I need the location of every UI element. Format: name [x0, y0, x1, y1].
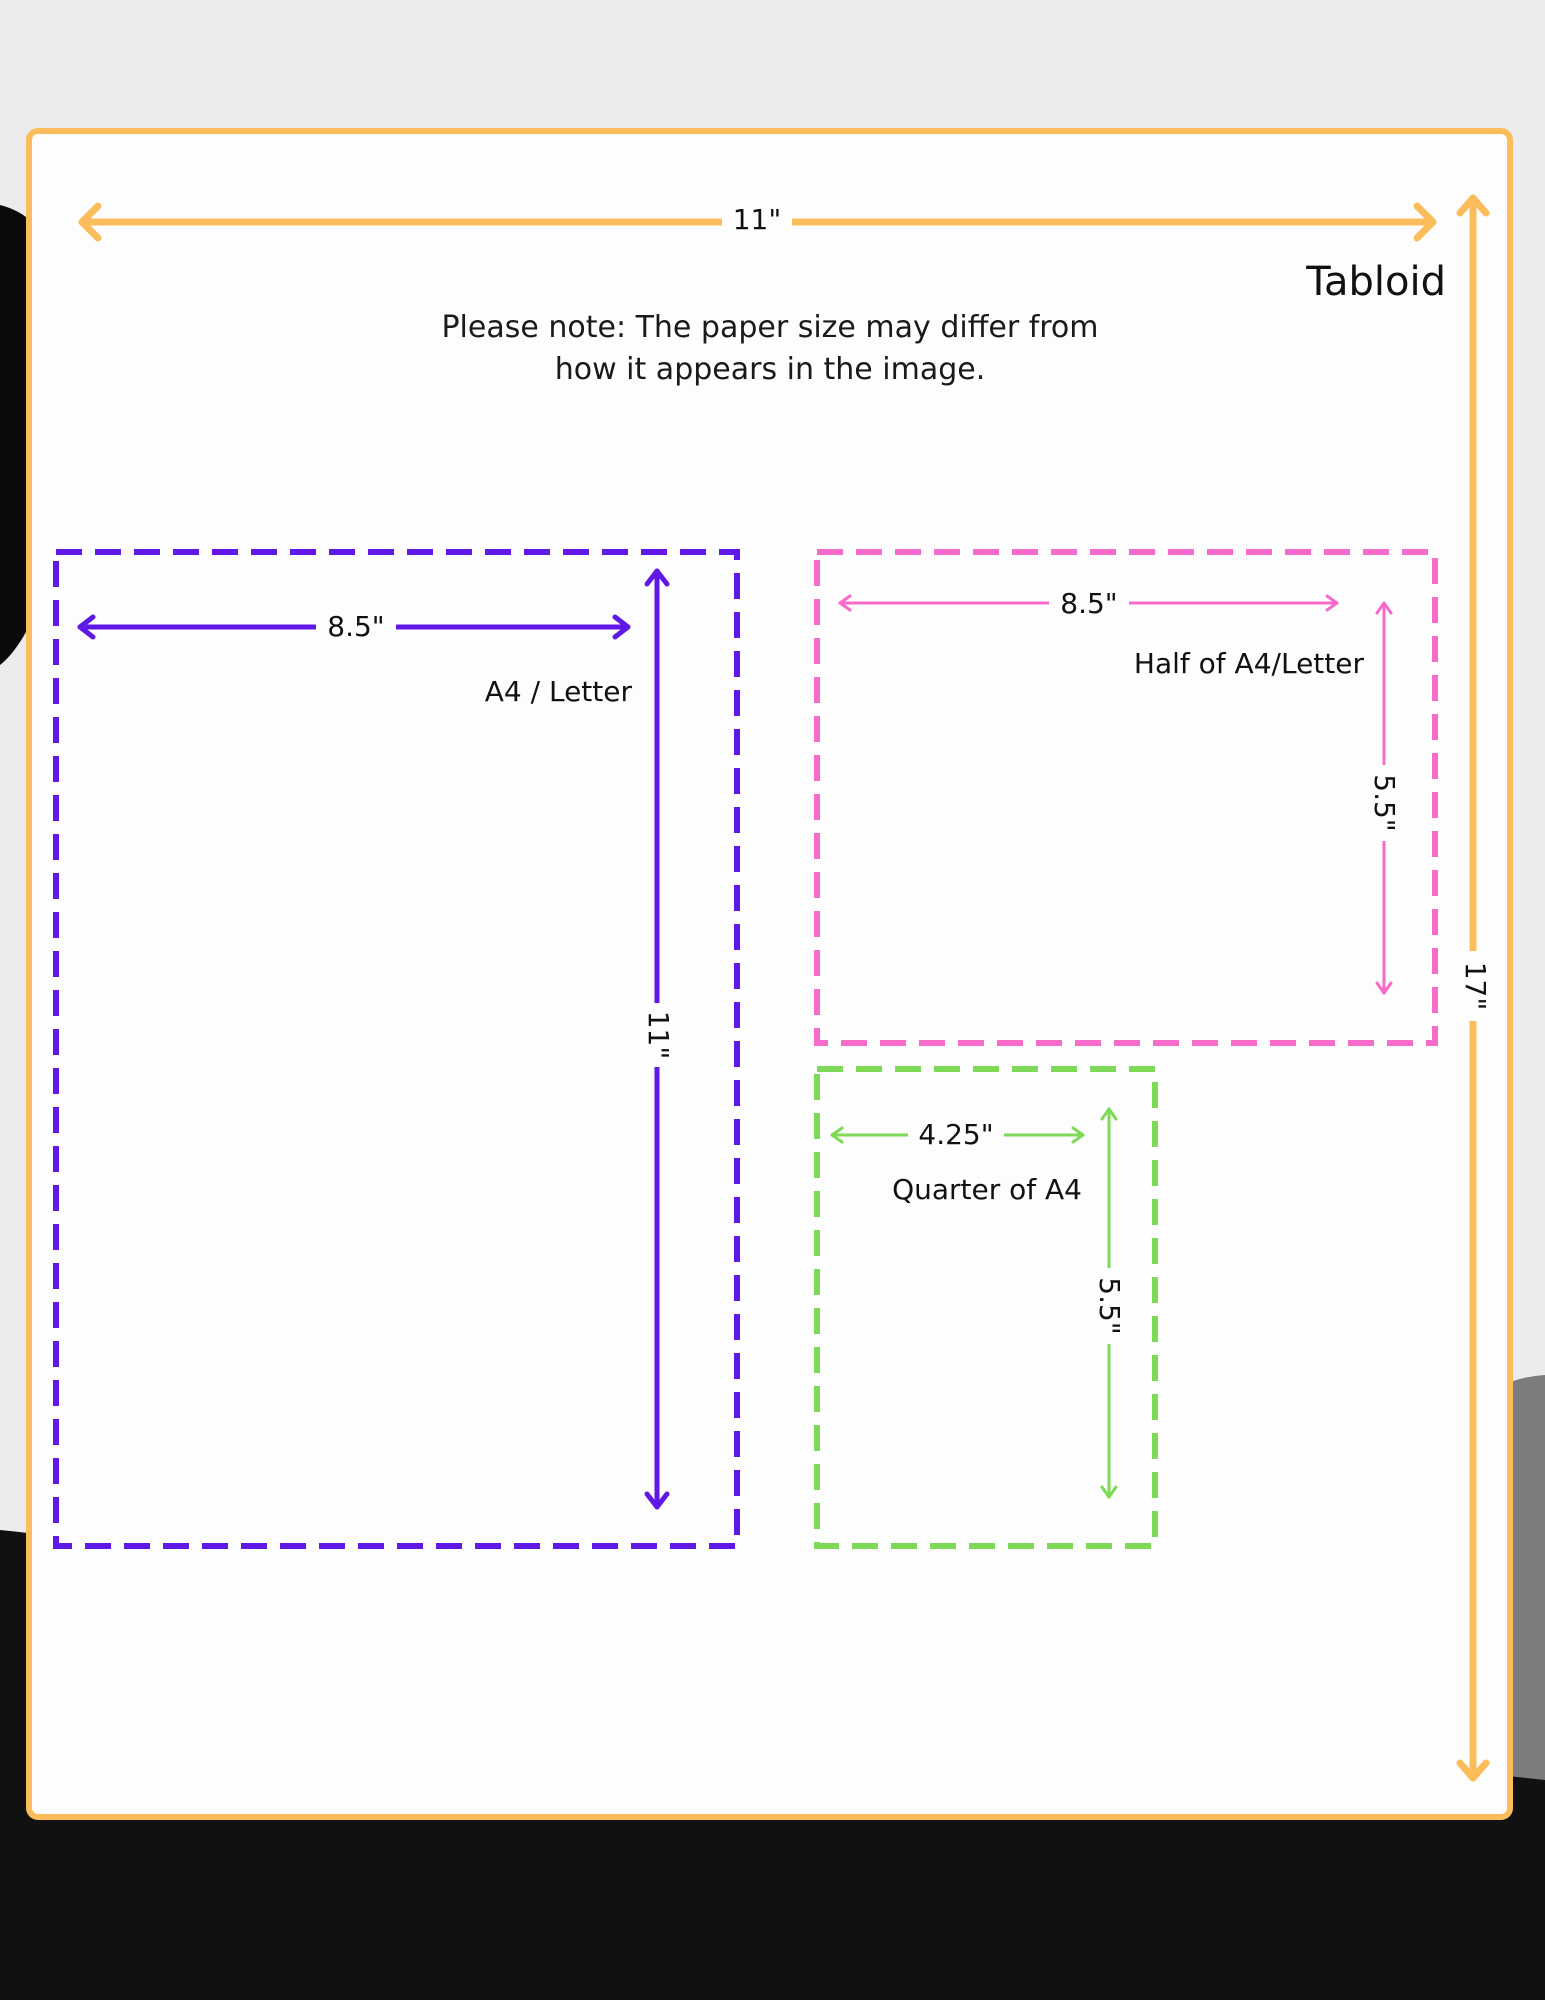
tabloid-width-label: 11" [722, 206, 792, 238]
tabloid-title: Tabloid [1306, 259, 1446, 305]
paper-size-note [390, 307, 1150, 391]
quarter-height-label: 5.5" [1095, 1268, 1123, 1344]
half-width-label: 8.5" [1049, 590, 1129, 618]
quarter-title: Quarter of A4 [892, 1173, 1082, 1206]
half-height-label: 5.5" [1370, 765, 1398, 841]
half-title: Half of A4/Letter [1133, 647, 1364, 680]
half-box [817, 552, 1435, 1043]
tabloid-height-label: 17" [1457, 951, 1489, 1021]
a4-letter-box [56, 552, 737, 1546]
note-line-2: how it appears in the image. [554, 352, 986, 387]
a4-letter-title: A4 / Letter [484, 675, 632, 708]
a4-height-label: 11" [642, 1003, 672, 1067]
note-line-1: Please note: The paper size may differ from [441, 310, 1099, 345]
a4-width-label: 8.5" [316, 613, 396, 643]
quarter-width-label: 4.25" [908, 1121, 1004, 1149]
